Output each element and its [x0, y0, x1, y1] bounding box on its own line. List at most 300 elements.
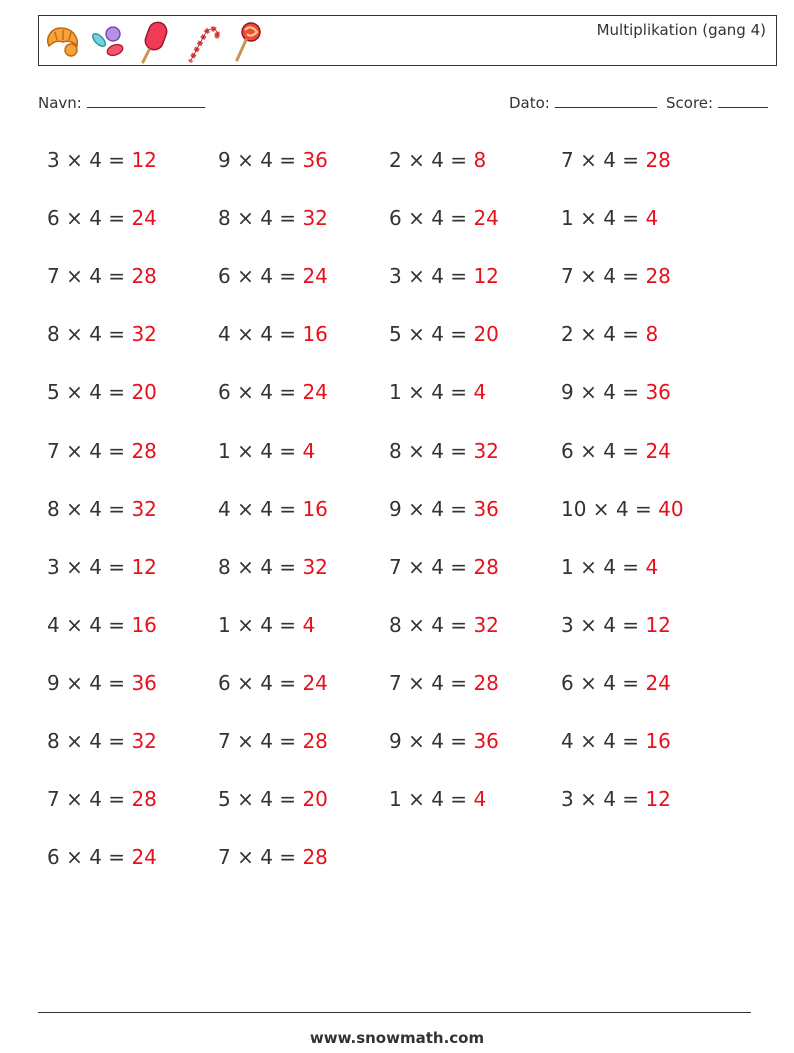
answer: 16	[131, 612, 157, 637]
equals-sign: =	[615, 322, 646, 347]
times-sign: ×	[230, 496, 261, 521]
factor-a: 6	[218, 670, 231, 695]
factor-b: 4	[431, 322, 444, 347]
factor-b: 4	[260, 322, 273, 347]
equals-sign: =	[101, 438, 132, 463]
problem-item	[218, 439, 315, 463]
times-sign: ×	[401, 612, 432, 637]
equals-sign: =	[101, 148, 132, 172]
header-box	[38, 15, 777, 66]
factor-a: 7	[47, 438, 60, 463]
factor-b: 4	[260, 148, 273, 172]
candies-icon	[87, 20, 131, 60]
times-sign: ×	[573, 554, 604, 579]
times-sign: ×	[59, 206, 90, 231]
answer: 16	[302, 496, 328, 521]
equals-sign: =	[443, 380, 474, 405]
equals-sign: =	[272, 206, 303, 231]
answer: 24	[302, 264, 328, 289]
factor-a: 2	[389, 148, 402, 172]
factor-a: 7	[47, 264, 60, 289]
problem-item	[561, 497, 684, 521]
times-sign: ×	[573, 380, 604, 405]
problem-item	[218, 264, 328, 288]
factor-b: 4	[431, 670, 444, 695]
times-sign: ×	[401, 729, 432, 753]
problem-item	[218, 206, 328, 230]
factor-a: 9	[389, 729, 402, 753]
equals-sign: =	[272, 729, 303, 753]
answer: 12	[473, 264, 499, 289]
equals-sign: =	[615, 729, 646, 753]
times-sign: ×	[401, 206, 432, 231]
equals-sign: =	[615, 554, 646, 579]
times-sign: ×	[59, 554, 90, 579]
problem-item	[389, 671, 499, 695]
times-sign: ×	[573, 438, 604, 463]
equals-sign: =	[272, 322, 303, 347]
answer: 36	[473, 496, 499, 521]
times-sign: ×	[59, 264, 90, 289]
problem-item	[389, 613, 499, 637]
factor-b: 4	[89, 438, 102, 463]
name-field[interactable]	[38, 93, 205, 112]
answer: 20	[473, 322, 499, 347]
problem-item	[561, 322, 658, 346]
problem-item	[561, 380, 671, 404]
factor-a: 8	[47, 496, 60, 521]
times-sign: ×	[573, 148, 604, 172]
equals-sign: =	[615, 612, 646, 637]
times-sign: ×	[59, 612, 90, 637]
answer: 12	[131, 148, 157, 172]
factor-b: 4	[431, 264, 444, 289]
equals-sign: =	[101, 322, 132, 347]
equals-sign: =	[615, 380, 646, 405]
score-blank[interactable]	[718, 93, 768, 108]
problem-item	[561, 729, 671, 753]
equals-sign: =	[101, 729, 132, 753]
answer: 36	[645, 380, 671, 405]
equals-sign: =	[443, 264, 474, 289]
answer: 28	[302, 729, 328, 753]
times-sign: ×	[573, 206, 604, 231]
times-sign: ×	[573, 264, 604, 289]
factor-a: 6	[561, 438, 574, 463]
equals-sign: =	[628, 496, 659, 521]
factor-b: 4	[89, 554, 102, 579]
times-sign: ×	[573, 787, 604, 812]
answer: 32	[131, 322, 157, 347]
factor-b: 4	[431, 496, 444, 521]
answer: 28	[645, 264, 671, 289]
answer: 28	[473, 554, 499, 579]
problem-item	[561, 787, 671, 811]
name-blank[interactable]	[87, 93, 205, 108]
answer: 24	[473, 206, 499, 231]
times-sign: ×	[586, 496, 616, 521]
factor-a: 7	[561, 148, 574, 172]
factor-b: 4	[431, 554, 444, 579]
factor-b: 4	[260, 612, 273, 637]
answer: 4	[645, 206, 659, 231]
problem-item	[47, 497, 157, 521]
answer: 16	[645, 729, 671, 753]
date-label: Dato:	[509, 94, 550, 112]
problem-item	[218, 729, 328, 753]
equals-sign: =	[101, 612, 132, 637]
factor-a: 5	[47, 380, 60, 405]
times-sign: ×	[230, 264, 261, 289]
factor-b: 4	[89, 845, 102, 870]
problem-item	[218, 148, 328, 172]
equals-sign: =	[272, 496, 303, 521]
times-sign: ×	[59, 787, 90, 812]
times-sign: ×	[230, 612, 261, 637]
problem-item	[561, 439, 671, 463]
problem-item	[389, 380, 486, 404]
problem-item	[47, 787, 157, 811]
factor-a: 8	[218, 554, 231, 579]
times-sign: ×	[230, 729, 261, 753]
times-sign: ×	[59, 438, 90, 463]
factor-a: 7	[389, 670, 402, 695]
problem-item	[389, 729, 499, 753]
times-sign: ×	[401, 264, 432, 289]
answer: 32	[473, 438, 499, 463]
footer-url: www.snowmath.com	[309, 1029, 485, 1047]
factor-a: 2	[561, 322, 574, 347]
answer: 4	[302, 612, 316, 637]
equals-sign: =	[101, 380, 132, 405]
problem-item	[47, 148, 157, 172]
equals-sign: =	[272, 148, 303, 172]
equals-sign: =	[101, 845, 132, 870]
score-label: Score:	[666, 94, 714, 112]
answer: 4	[473, 380, 487, 405]
equals-sign: =	[272, 264, 303, 289]
times-sign: ×	[230, 148, 261, 172]
factor-a: 7	[389, 554, 402, 579]
factor-b: 4	[260, 729, 273, 753]
times-sign: ×	[59, 496, 90, 521]
times-sign: ×	[573, 612, 604, 637]
answer: 24	[645, 670, 671, 695]
factor-b: 4	[431, 206, 444, 231]
equals-sign: =	[272, 670, 303, 695]
factor-b: 4	[89, 729, 102, 753]
factor-b: 4	[603, 554, 616, 579]
equals-sign: =	[615, 206, 646, 231]
answer: 28	[131, 264, 157, 289]
answer: 16	[302, 322, 328, 347]
problem-item	[389, 787, 486, 811]
factor-a: 8	[218, 206, 231, 231]
factor-a: 3	[561, 787, 574, 812]
factor-a: 9	[218, 148, 231, 172]
factor-b: 4	[260, 496, 273, 521]
answer: 36	[302, 148, 328, 172]
problem-item	[561, 206, 658, 230]
times-sign: ×	[401, 670, 432, 695]
equals-sign: =	[443, 206, 474, 231]
factor-b: 4	[615, 496, 629, 521]
factor-a: 9	[47, 670, 60, 695]
factor-a: 6	[561, 670, 574, 695]
problem-item	[218, 497, 328, 521]
answer: 32	[302, 554, 328, 579]
popsicle-icon	[137, 20, 173, 64]
factor-a: 8	[389, 438, 402, 463]
factor-a: 6	[389, 206, 402, 231]
problem-item	[47, 380, 157, 404]
factor-a: 1	[218, 438, 231, 463]
factor-b: 4	[603, 438, 616, 463]
answer: 20	[131, 380, 157, 405]
times-sign: ×	[59, 148, 90, 172]
factor-a: 6	[218, 380, 231, 405]
page-title: Multiplikation (gang 4)	[596, 21, 766, 39]
factor-a: 4	[218, 496, 231, 521]
problem-item	[218, 671, 328, 695]
factor-b: 4	[89, 612, 102, 637]
factor-a: 3	[47, 148, 60, 172]
equals-sign: =	[443, 496, 474, 521]
equals-sign: =	[272, 380, 303, 405]
times-sign: ×	[573, 322, 604, 347]
problem-item	[561, 671, 671, 695]
equals-sign: =	[615, 438, 646, 463]
problem-item	[47, 322, 157, 346]
factor-b: 4	[603, 322, 616, 347]
factor-b: 4	[89, 496, 102, 521]
factor-a: 1	[561, 554, 574, 579]
footer-divider	[38, 1012, 751, 1013]
times-sign: ×	[230, 845, 261, 870]
problem-item	[389, 497, 499, 521]
times-sign: ×	[59, 845, 90, 870]
answer: 40	[658, 496, 684, 521]
factor-b: 4	[603, 148, 616, 172]
factor-b: 4	[603, 787, 616, 812]
answer: 20	[302, 787, 328, 812]
times-sign: ×	[59, 670, 90, 695]
factor-b: 4	[89, 264, 102, 289]
equals-sign: =	[615, 264, 646, 289]
equals-sign: =	[443, 438, 474, 463]
factor-b: 4	[603, 264, 616, 289]
factor-a: 7	[218, 729, 231, 753]
answer: 24	[302, 380, 328, 405]
answer: 28	[131, 787, 157, 812]
problem-item	[218, 787, 328, 811]
times-sign: ×	[401, 438, 432, 463]
times-sign: ×	[230, 438, 261, 463]
times-sign: ×	[230, 380, 261, 405]
problem-item	[389, 264, 499, 288]
answer: 4	[302, 438, 316, 463]
problem-item	[218, 555, 328, 579]
factor-a: 8	[389, 612, 402, 637]
problem-item	[47, 206, 157, 230]
equals-sign: =	[443, 554, 474, 579]
times-sign: ×	[401, 148, 432, 172]
factor-b: 4	[260, 554, 273, 579]
times-sign: ×	[401, 787, 432, 812]
problem-item	[218, 322, 328, 346]
problem-item	[561, 264, 671, 288]
problem-item	[389, 439, 499, 463]
answer: 12	[645, 787, 671, 812]
answer: 28	[645, 148, 671, 172]
factor-a: 8	[47, 729, 60, 753]
answer: 24	[645, 438, 671, 463]
equals-sign: =	[443, 670, 474, 695]
factor-b: 4	[431, 380, 444, 405]
factor-a: 6	[47, 845, 60, 870]
equals-sign: =	[272, 845, 303, 870]
candy-cane-icon	[183, 20, 223, 64]
answer: 12	[131, 554, 157, 579]
times-sign: ×	[59, 322, 90, 347]
problem-item	[389, 206, 499, 230]
problem-item	[389, 148, 486, 172]
factor-b: 4	[89, 670, 102, 695]
factor-a: 6	[47, 206, 60, 231]
factor-a: 1	[561, 206, 574, 231]
factor-b: 4	[603, 612, 616, 637]
problem-item	[47, 555, 157, 579]
equals-sign: =	[101, 670, 132, 695]
answer: 36	[473, 729, 499, 753]
problem-item	[561, 613, 671, 637]
equals-sign: =	[101, 496, 132, 521]
factor-a: 4	[218, 322, 231, 347]
equals-sign: =	[101, 206, 132, 231]
problem-item	[561, 555, 658, 579]
score-field[interactable]	[666, 93, 768, 112]
equals-sign: =	[615, 148, 646, 172]
answer: 12	[645, 612, 671, 637]
answer: 8	[645, 322, 659, 347]
answer: 32	[473, 612, 499, 637]
times-sign: ×	[59, 729, 90, 753]
factor-a: 1	[389, 787, 402, 812]
date-field[interactable]	[509, 93, 657, 112]
factor-a: 6	[218, 264, 231, 289]
factor-b: 4	[603, 206, 616, 231]
equals-sign: =	[443, 787, 474, 812]
problem-item	[47, 845, 157, 869]
equals-sign: =	[443, 148, 474, 172]
factor-b: 4	[260, 670, 273, 695]
equals-sign: =	[272, 438, 303, 463]
problem-item	[47, 439, 157, 463]
name-label: Navn:	[38, 94, 82, 112]
factor-b: 4	[89, 322, 102, 347]
answer: 36	[131, 670, 157, 695]
factor-a: 3	[389, 264, 402, 289]
factor-a: 1	[389, 380, 402, 405]
factor-b: 4	[260, 787, 273, 812]
factor-b: 4	[603, 380, 616, 405]
factor-a: 10	[561, 496, 587, 521]
answer: 32	[131, 496, 157, 521]
equals-sign: =	[101, 554, 132, 579]
date-blank[interactable]	[555, 93, 657, 108]
factor-b: 4	[260, 206, 273, 231]
times-sign: ×	[230, 206, 261, 231]
factor-a: 3	[47, 554, 60, 579]
times-sign: ×	[230, 322, 261, 347]
times-sign: ×	[230, 670, 261, 695]
equals-sign: =	[615, 670, 646, 695]
factor-b: 4	[431, 787, 444, 812]
times-sign: ×	[401, 496, 432, 521]
times-sign: ×	[59, 380, 90, 405]
factor-a: 9	[389, 496, 402, 521]
factor-a: 5	[218, 787, 231, 812]
croissant-icon	[43, 20, 83, 60]
equals-sign: =	[443, 322, 474, 347]
problem-item	[47, 264, 157, 288]
problem-item	[218, 845, 328, 869]
times-sign: ×	[230, 554, 261, 579]
problem-item	[218, 613, 315, 637]
answer: 28	[473, 670, 499, 695]
problem-item	[47, 613, 157, 637]
answer: 28	[131, 438, 157, 463]
equals-sign: =	[272, 612, 303, 637]
factor-a: 7	[561, 264, 574, 289]
times-sign: ×	[401, 554, 432, 579]
times-sign: ×	[573, 729, 604, 753]
factor-b: 4	[89, 206, 102, 231]
factor-b: 4	[89, 787, 102, 812]
answer: 28	[302, 845, 328, 870]
answer: 8	[473, 148, 487, 172]
times-sign: ×	[401, 322, 432, 347]
times-sign: ×	[230, 787, 261, 812]
problem-item	[47, 671, 157, 695]
factor-a: 7	[218, 845, 231, 870]
factor-b: 4	[260, 845, 273, 870]
equals-sign: =	[443, 729, 474, 753]
equals-sign: =	[101, 264, 132, 289]
problem-item	[218, 380, 328, 404]
factor-b: 4	[431, 612, 444, 637]
answer: 24	[131, 845, 157, 870]
factor-b: 4	[603, 670, 616, 695]
times-sign: ×	[573, 670, 604, 695]
problem-item	[389, 322, 499, 346]
factor-b: 4	[603, 729, 616, 753]
factor-a: 9	[561, 380, 574, 405]
answer: 32	[302, 206, 328, 231]
factor-a: 4	[47, 612, 60, 637]
problem-item	[389, 555, 499, 579]
factor-a: 8	[47, 322, 60, 347]
factor-a: 4	[561, 729, 574, 753]
problem-item	[561, 148, 671, 172]
icon-strip	[43, 20, 273, 64]
factor-b: 4	[260, 264, 273, 289]
factor-b: 4	[89, 380, 102, 405]
answer: 24	[131, 206, 157, 231]
equals-sign: =	[272, 554, 303, 579]
equals-sign: =	[443, 612, 474, 637]
factor-a: 3	[561, 612, 574, 637]
